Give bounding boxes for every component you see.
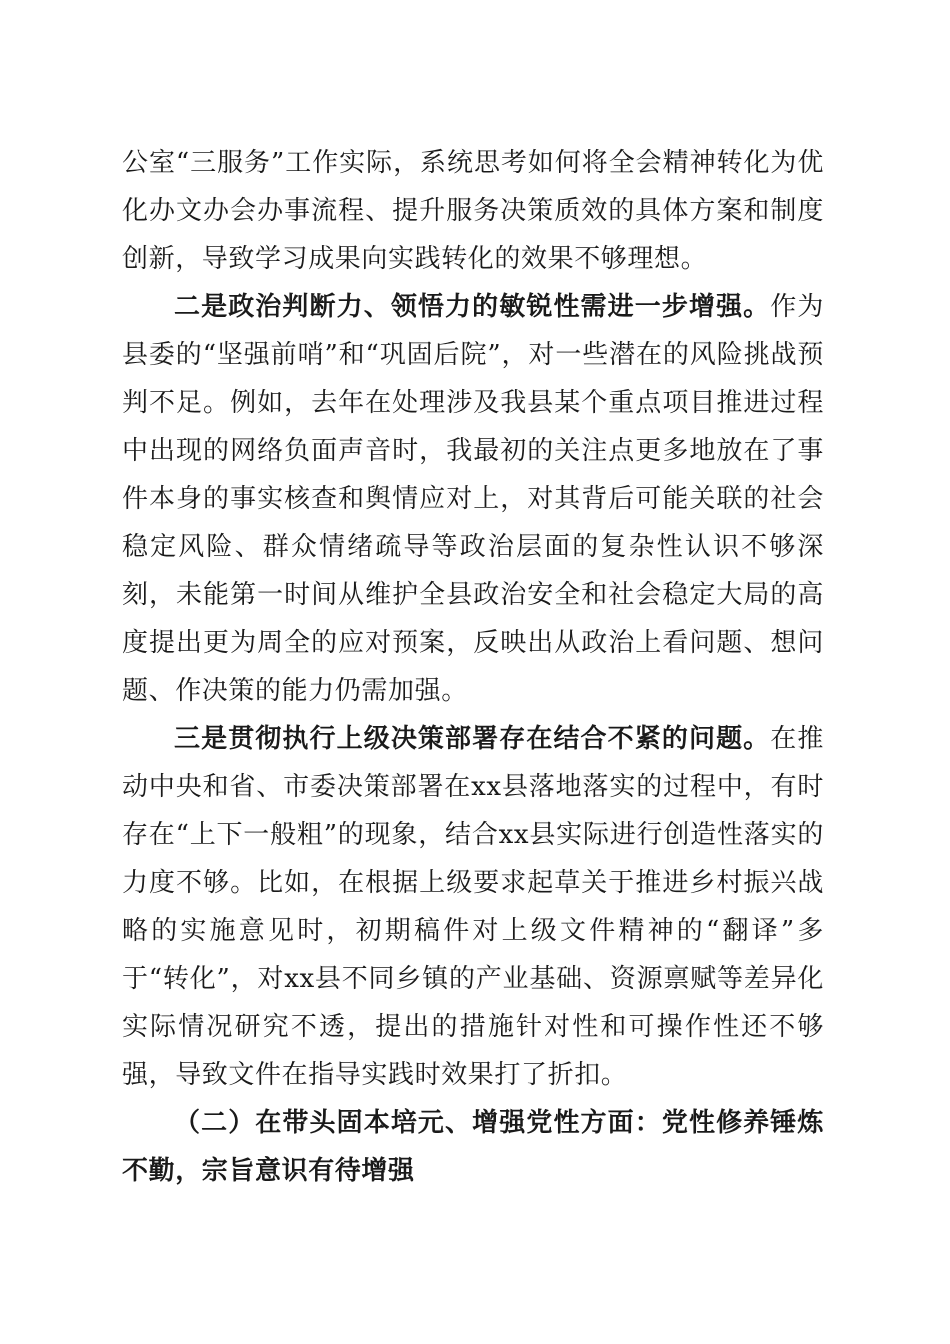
- paragraph-body: 作为县委的“坚强前哨”和“巩固后院”，对一些潜在的风险挑战预判不足。例如，去年在处理涉及我县某个重点项目推进过程中出现的网络负面声音时，我最初的关注点更多地放在了事件本身的事实核查和舆情应对上，对其背后可能关联的社会稳定风险、群众情绪疏导等政治层面的复杂性认识不够深刻，未能第一时间从维护全县政治安全和社会稳定大局的高度提出更为周全的应对预案，反映出从政治上看问题、想问题、作决策的能力仍需加强。: [122, 292, 825, 706]
- document-body: [122, 139, 824, 1195]
- paragraph-continuation: [122, 139, 824, 283]
- paragraph-body: 公室“三服务”工作实际，系统思考如何将全会精神转化为优化办文办会办事流程、提升服务决策质效的具体方案和制度创新，导致学习成果向实践转化的效果不够理想。: [122, 148, 824, 274]
- paragraph-lead: 二是政治判断力、领悟力的敏锐性需进一步增强。: [174, 292, 771, 322]
- paragraph-political-judgment: [122, 283, 824, 715]
- paragraph-lead: 三是贯彻执行上级决策部署存在结合不紧的问题。: [174, 724, 771, 754]
- section-heading: （二）在带头固本培元、增强党性方面：党性修养锤炼不勤，宗旨意识有待增强: [122, 1108, 824, 1186]
- paragraph-implementation: [122, 715, 824, 1099]
- paragraph-body: 在推动中央和省、市委决策部署在xx县落地落实的过程中，有时存在“上下一般粗”的现象，结合xx县实际进行创造性落实的力度不够。比如，在根据上级要求起草关于推进乡村振兴战略的实施意见时，初期稿件对上级文件精神的“翻译”多于“转化”，对xx县不同乡镇的产业基础、资源禀赋等差异化实际情况研究不透，提出的措施针对性和可操作性还不够强，导致文件在指导实践时效果打了折扣。: [122, 724, 825, 1090]
